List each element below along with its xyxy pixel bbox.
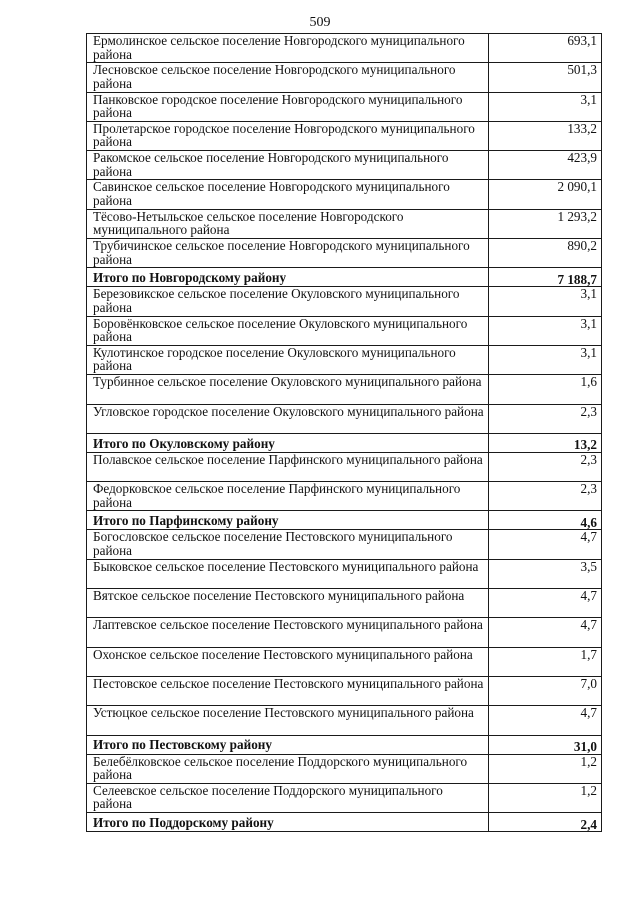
settlement-value: 501,3 [489, 63, 602, 92]
settlement-name: Селеевское сельское поселение Поддорского муниципального района [87, 783, 489, 812]
allocation-table [86, 33, 602, 832]
settlement-name: Вятское сельское поселение Пестовского муниципального района [87, 589, 489, 618]
settlement-row [87, 316, 602, 345]
total-value: 7 188,7 [489, 268, 602, 287]
settlement-value: 890,2 [489, 239, 602, 268]
settlement-name: Богословское сельское поселение Пестовского муниципального района [87, 530, 489, 559]
settlement-name: Тёсово-Нетыльское сельское поселение Новгородского муниципального района [87, 209, 489, 238]
total-value: 13,2 [489, 433, 602, 452]
settlement-value: 3,1 [489, 345, 602, 374]
total-value: 31,0 [489, 735, 602, 754]
total-value: 2,4 [489, 813, 602, 832]
settlement-row [87, 151, 602, 180]
settlement-value: 1,2 [489, 783, 602, 812]
district-total-row [87, 268, 602, 287]
settlement-name: Боровёнковское сельское поселение Окуловского муниципального района [87, 316, 489, 345]
district-total-row [87, 735, 602, 754]
settlement-value: 4,7 [489, 618, 602, 647]
settlement-name: Угловское городское поселение Окуловского муниципального района [87, 404, 489, 433]
settlement-row [87, 209, 602, 238]
settlement-row [87, 754, 602, 783]
district-total-row [87, 813, 602, 832]
settlement-row [87, 783, 602, 812]
settlement-value: 423,9 [489, 151, 602, 180]
settlement-value: 693,1 [489, 34, 602, 63]
settlement-name: Ракомское сельское поселение Новгородского муниципального района [87, 151, 489, 180]
settlement-row [87, 482, 602, 511]
settlement-row [87, 63, 602, 92]
table-body [87, 34, 602, 832]
settlement-value: 133,2 [489, 121, 602, 150]
settlement-value: 3,5 [489, 559, 602, 588]
settlement-value: 1,6 [489, 375, 602, 404]
settlement-row [87, 618, 602, 647]
settlement-name: Турбинное сельское поселение Окуловского муниципального района [87, 375, 489, 404]
settlement-name: Кулотинское городское поселение Окуловского муниципального района [87, 345, 489, 374]
settlement-value: 2 090,1 [489, 180, 602, 209]
settlement-row [87, 287, 602, 316]
settlement-row [87, 121, 602, 150]
settlement-name: Березовикское сельское поселение Окуловского муниципального района [87, 287, 489, 316]
settlement-name: Пролетарское городское поселение Новгородского муниципального района [87, 121, 489, 150]
settlement-name: Федорковское сельское поселение Парфинского муниципального района [87, 482, 489, 511]
settlement-value: 1 293,2 [489, 209, 602, 238]
settlement-row [87, 559, 602, 588]
settlement-row [87, 239, 602, 268]
settlement-value: 4,7 [489, 706, 602, 735]
total-label: Итого по Парфинскому району [87, 511, 489, 530]
settlement-name: Пестовское сельское поселение Пестовского муниципального района [87, 676, 489, 705]
settlement-value: 7,0 [489, 676, 602, 705]
total-label: Итого по Новгородскому району [87, 268, 489, 287]
settlement-name: Ермолинское сельское поселение Новгородского муниципального района [87, 34, 489, 63]
settlement-row [87, 404, 602, 433]
total-label: Итого по Окуловскому району [87, 433, 489, 452]
settlement-name: Трубичинское сельское поселение Новгородского муниципального района [87, 239, 489, 268]
settlement-value: 3,1 [489, 316, 602, 345]
total-value: 4,6 [489, 511, 602, 530]
settlement-row [87, 530, 602, 559]
settlement-value: 1,7 [489, 647, 602, 676]
settlement-value: 2,3 [489, 404, 602, 433]
settlement-value: 2,3 [489, 452, 602, 481]
settlement-row [87, 180, 602, 209]
settlement-row [87, 34, 602, 63]
settlement-name: Полавское сельское поселение Парфинского муниципального района [87, 452, 489, 481]
settlement-name: Савинское сельское поселение Новгородского муниципального района [87, 180, 489, 209]
settlement-name: Устюцкое сельское поселение Пестовского муниципального района [87, 706, 489, 735]
total-label: Итого по Пестовскому району [87, 735, 489, 754]
settlement-value: 4,7 [489, 530, 602, 559]
settlement-name: Панковское городское поселение Новгородского муниципального района [87, 92, 489, 121]
settlement-row [87, 647, 602, 676]
settlement-row [87, 375, 602, 404]
settlement-row [87, 589, 602, 618]
settlement-row [87, 92, 602, 121]
settlement-name: Лаптевское сельское поселение Пестовского муниципального района [87, 618, 489, 647]
district-total-row [87, 433, 602, 452]
settlement-row [87, 452, 602, 481]
page-number: 509 [309, 15, 331, 30]
district-total-row [87, 511, 602, 530]
settlement-row [87, 345, 602, 374]
settlement-value: 3,1 [489, 92, 602, 121]
settlement-value: 3,1 [489, 287, 602, 316]
settlement-name: Лесновское сельское поселение Новгородского муниципального района [87, 63, 489, 92]
settlement-value: 4,7 [489, 589, 602, 618]
settlement-name: Белебёлковское сельское поселение Поддорского муниципального района [87, 754, 489, 783]
settlement-row [87, 706, 602, 735]
settlement-name: Быковское сельское поселение Пестовского муниципального района [87, 559, 489, 588]
settlement-value: 1,2 [489, 754, 602, 783]
total-label: Итого по Поддорскому району [87, 813, 489, 832]
settlement-value: 2,3 [489, 482, 602, 511]
settlement-row [87, 676, 602, 705]
settlement-name: Охонское сельское поселение Пестовского муниципального района [87, 647, 489, 676]
